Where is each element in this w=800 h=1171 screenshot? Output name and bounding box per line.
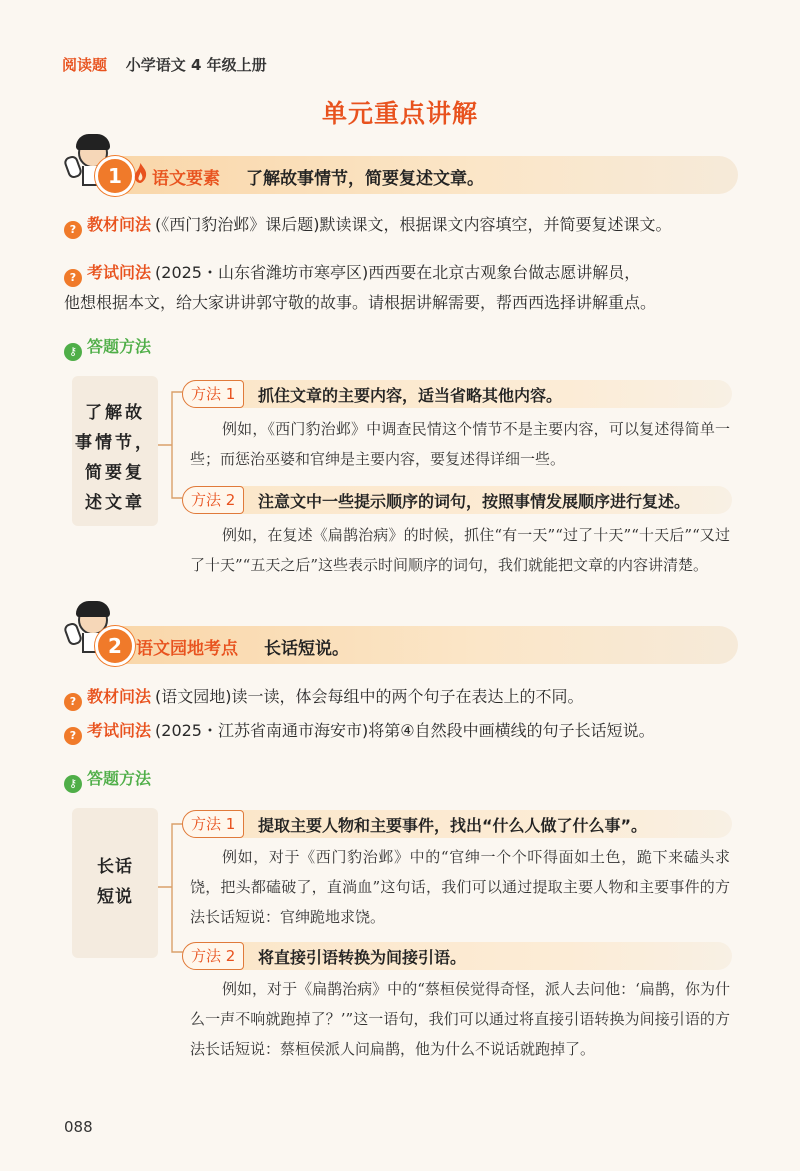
magnifier-icon: ? — [64, 727, 82, 745]
header-book: 小学语文 4 年级上册 — [125, 56, 267, 74]
section-2-number: 2 — [95, 626, 135, 666]
method-1-1: 方法 1 抓住文章的主要内容，适当省略其他内容。 — [182, 380, 732, 408]
textbook-question-2: ? 教材问法 (语文园地)读一读，体会每组中的两个句子在表达上的不同。 — [64, 682, 764, 712]
method-2-1-example: 例如，对于《西门豹治邺》中的“官绅一个个吓得面如土色，跪下来磕头求饶，把头都磕破了，直淌血”这句话，我们可以通过提取主要人物和主要事件的方法长话短说：官绅跪地求饶。 — [190, 848, 730, 926]
section-2-label: 语文园地考点 — [136, 639, 238, 659]
method-2-1: 方法 1 提取主要人物和主要事件，找出“什么人做了什么事”。 — [182, 810, 732, 838]
page-number: 088 — [64, 1118, 93, 1136]
exam-question-2: ? 考试问法 (2025・江苏省南通市海安市)将第④自然段中画横线的句子长话短说。 — [64, 716, 764, 746]
magnifier-icon: ? — [64, 693, 82, 711]
section-1-text: 了解故事情节，简要复述文章。 — [246, 169, 484, 189]
bracket-connector — [158, 812, 188, 962]
topic-box-2: 长话 短说 — [72, 808, 158, 958]
magnifier-icon: ? — [64, 221, 82, 239]
section-2-text: 长话短说。 — [264, 639, 349, 659]
section-1-label: 语文要素 — [152, 169, 220, 189]
method-badge: 方法 2 — [182, 942, 244, 970]
textbook-question-1: ? 教材问法 (《西门豹治邺》课后题)默读课文，根据课文内容填空，并简要复述课文。 — [64, 210, 764, 240]
header-tag: 阅读题 — [62, 56, 108, 74]
method-1-2-example: 例如，在复述《扁鹊治病》的时候，抓住“有一天”“过了十天”“十天后”“又过了十天”“五天之后”这些表示时间顺序的词句，我们就能把文章的内容讲清楚。 — [190, 526, 730, 574]
method-1-1-example: 例如，《西门豹治邺》中调查民情这个情节不是主要内容，可以复述得简单一些；而惩治巫婆和官绅是主要内容，要复述得详细一些。 — [190, 420, 730, 468]
method-badge: 方法 1 — [182, 380, 244, 408]
flame-icon — [134, 163, 147, 183]
method-2-2: 方法 2 将直接引语转换为间接引语。 — [182, 942, 732, 970]
topic-box-1: 了解故 事情节， 简要复 述文章 — [72, 376, 158, 526]
running-header — [62, 54, 267, 75]
answer-method-heading-2: ⚷ 答题方法 — [64, 766, 151, 793]
answer-method-heading-1: ⚷ 答题方法 — [64, 334, 151, 361]
magnifier-icon: ? — [64, 269, 82, 287]
key-icon: ⚷ — [64, 343, 82, 361]
method-badge: 方法 2 — [182, 486, 244, 514]
page-title: 单元重点讲解 — [321, 99, 478, 128]
method-badge: 方法 1 — [182, 810, 244, 838]
exam-question-1: ? 考试问法 (2025・山东省潍坊市寒亭区)西西要在北京古观象台做志愿讲解员， 他想根据本文，给大家讲讲郭守敬的故事。请根据讲解需要，帮西西选择讲解重点。 — [64, 263, 657, 312]
section-1-number: 1 — [95, 156, 135, 196]
method-2-2-example: 例如，对于《扁鹊治病》中的“蔡桓侯觉得奇怪，派人去问他：‘扁鹊，你为什么一声不响就跑掉了？’”这一语句，我们可以通过将直接引语转换为间接引语的方法长话短说：蔡桓侯派人问扁鹊，他为什么不说话就跑掉了。 — [190, 980, 730, 1058]
key-icon: ⚷ — [64, 775, 82, 793]
method-1-2: 方法 2 注意文中一些提示顺序的词句，按照事情发展顺序进行复述。 — [182, 486, 732, 514]
